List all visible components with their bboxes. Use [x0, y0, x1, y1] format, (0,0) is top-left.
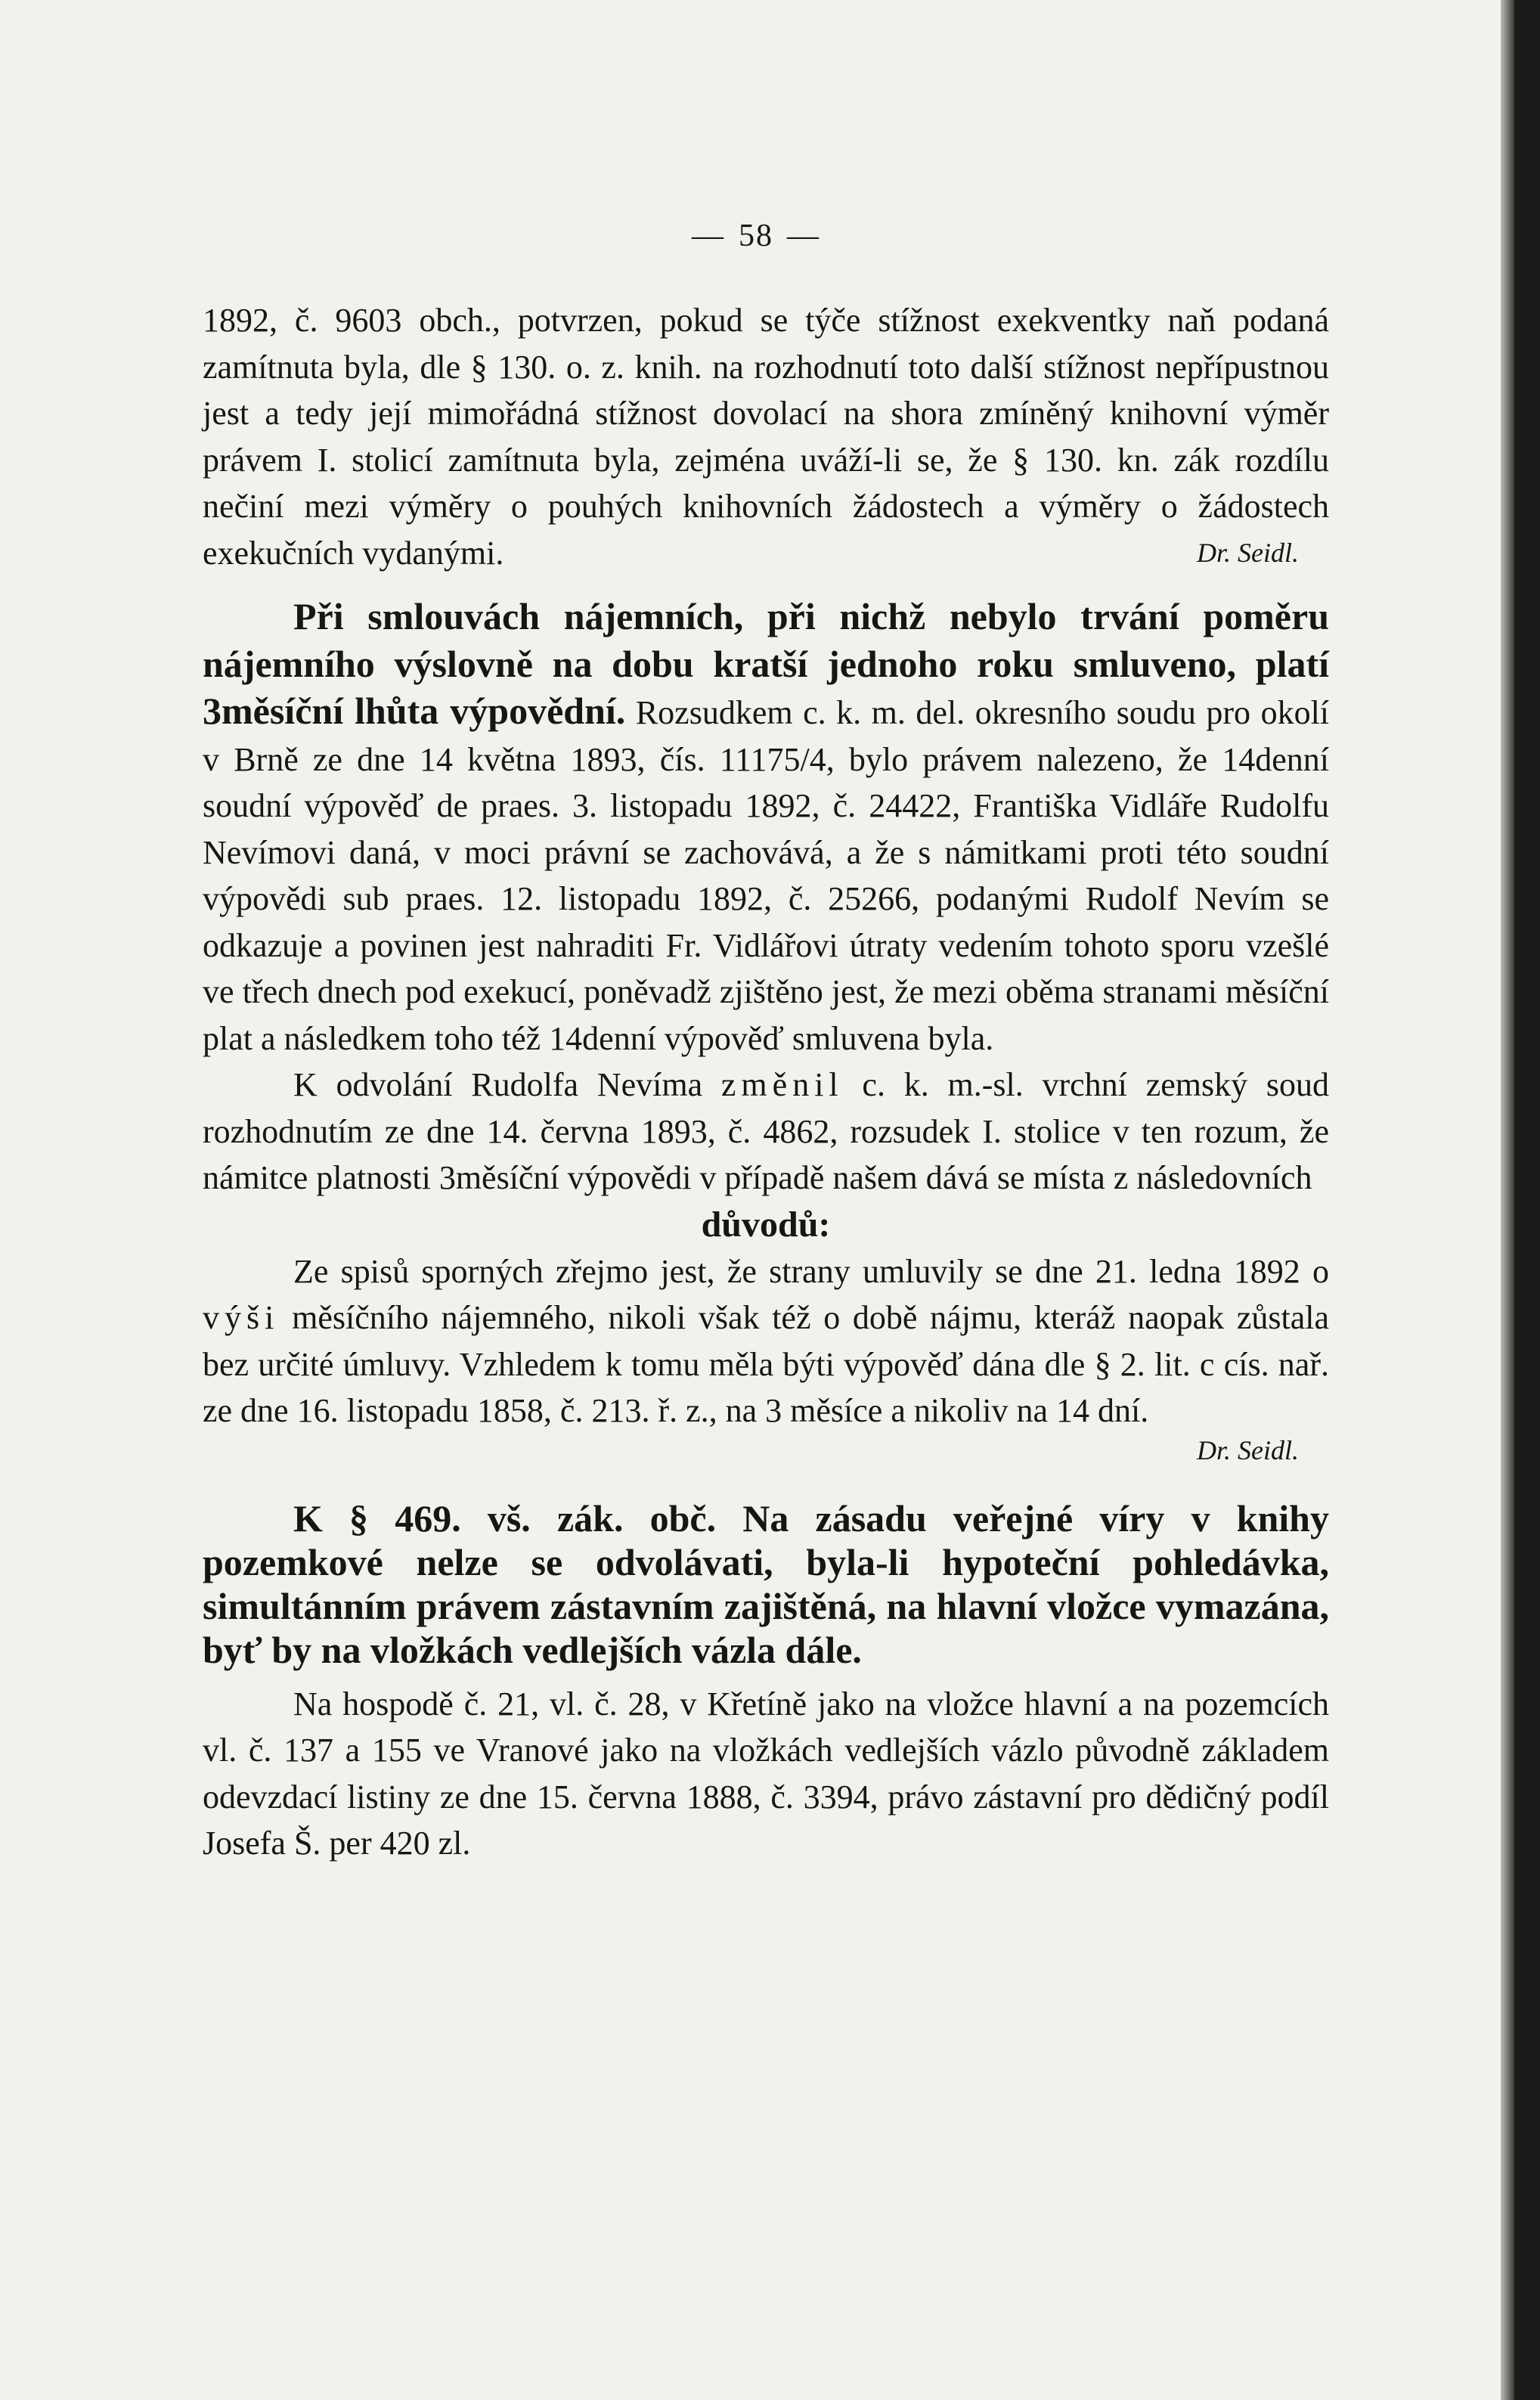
paragraph-reasons-start: Ze spisů sporných zřejmo jest, že strany umluvily se dne 21. ledna 1892 o	[293, 1252, 1329, 1290]
paragraph-lease-body: Rozsudkem c. k. m. del. okresního soudu pro okolí v Brně ze dne 14 května 1893, čís. 11175/4, bylo právem nalezeno, že 14denní soudní výpověď de praes. 3. listopadu 1892, č. 24422, Františka Vidláře Rudolfu Nevímovi daná, v moci právní se zachovává, a že s námitkami proti této soudní výpovědi sub praes. 12. listopadu 1892, č. 25266, podanými Rudolf Nevím se odkazuje a povinen jest nahraditi Fr. Vidlářovi útraty vedením tohoto sporu vzešlé ve třech dnech pod exekucí, poněvadž zjištěno jest, že mezi oběma stranami měsíční plat a následkem toho též 14denní výpověď smluvena byla.	[203, 694, 1330, 1057]
paragraph-appeal-end: c. k. m.-sl. vrchní zemský soud rozhodnutím ze dne 14. června 1893, č. 4862, rozsudek I. stolice v ten rozum, že námitce platnosti 3měsíční výpovědi v případě našem dává se místa z následovních	[203, 1066, 1329, 1196]
signature-seidl-1: Dr. Seidl.	[1197, 537, 1299, 568]
paragraph-mortgage: Na hospodě č. 21, vl. č. 28, v Křetíně jako na vložce hlavní a na pozemcích vl. č. 137 a 155 ve Vranové jako na vložkách vedlejších vázlo původně základem odevzdací listiny ze dne 15. června 1888, č. 3394, právo zástavní pro dědičný podíl Josefa Š. per 420 zl.	[203, 1685, 1329, 1862]
paragraph-reasons	[203, 1248, 1329, 1434]
paragraph-reasons-end: měsíčního nájemného, nikoli však též o době nájmu, kteráž naopak zůstala bez určité úmluvy. Vzhledem k tomu měla býti výpověď dána dle § 2. lit. c cís. nař. ze dne 16. listopadu 1858, č. 213. ř. z., na 3 měsíce a nikoliv na 14 dní.	[203, 1299, 1330, 1429]
reasons-heading: důvodů:	[701, 1204, 831, 1245]
paragraph-continued-text: 1892, č. 9603 obch., potvrzen, pokud se týče stížnost exekventky naň podaná zamítnuta byla, dle § 130. o. z. knih. na rozhodnutí toto další stížnost nepřípustnou jest a tedy její mimořádná stížnost dovolací na shora zmíněný knihovní výměr právem I. stolicí zamítnuta byla, zejména uváží-li se, že § 130. kn. zák rozdílu nečiní mezi výměry o pouhých knihovních žádostech a výměry o žádostech exekučních vydanými.	[203, 302, 1329, 572]
spaced-word-zmenil: změnil	[720, 1066, 844, 1103]
paragraph-appeal	[203, 1062, 1329, 1202]
paragraph-appeal-start: K odvolání Rudolfa Nevíma	[293, 1066, 703, 1103]
spaced-word-vysi: výši	[203, 1299, 280, 1336]
page-edge-shadow	[1501, 0, 1514, 2400]
page-number: — 58 —	[692, 219, 820, 253]
paragraph-lease-ruling	[203, 594, 1329, 1062]
signature-seidl-2: Dr. Seidl.	[1197, 1434, 1299, 1465]
paragraph-continued	[203, 297, 1329, 576]
page-number-value: 58	[739, 219, 773, 253]
text-column	[203, 297, 1329, 1867]
headline-lease-notice: Při smlouvách nájemních, při nichž nebylo trvání poměru nájemního výslovně na dobu kratší jednoho roku smluveno, platí 3měsíční lhůta výpovědní.	[203, 595, 1329, 732]
headline-public-faith: K § 469. vš. zák. obč. Na zásadu veřejné víry v knihy pozemkové nelze se odvolávati, byla-li hypoteční pohledávka, simultánním právem zástavním zajištěná, na hlavní vložce vymazána, byť by na vložkách vedlejších vázla dále.	[203, 1496, 1329, 1671]
